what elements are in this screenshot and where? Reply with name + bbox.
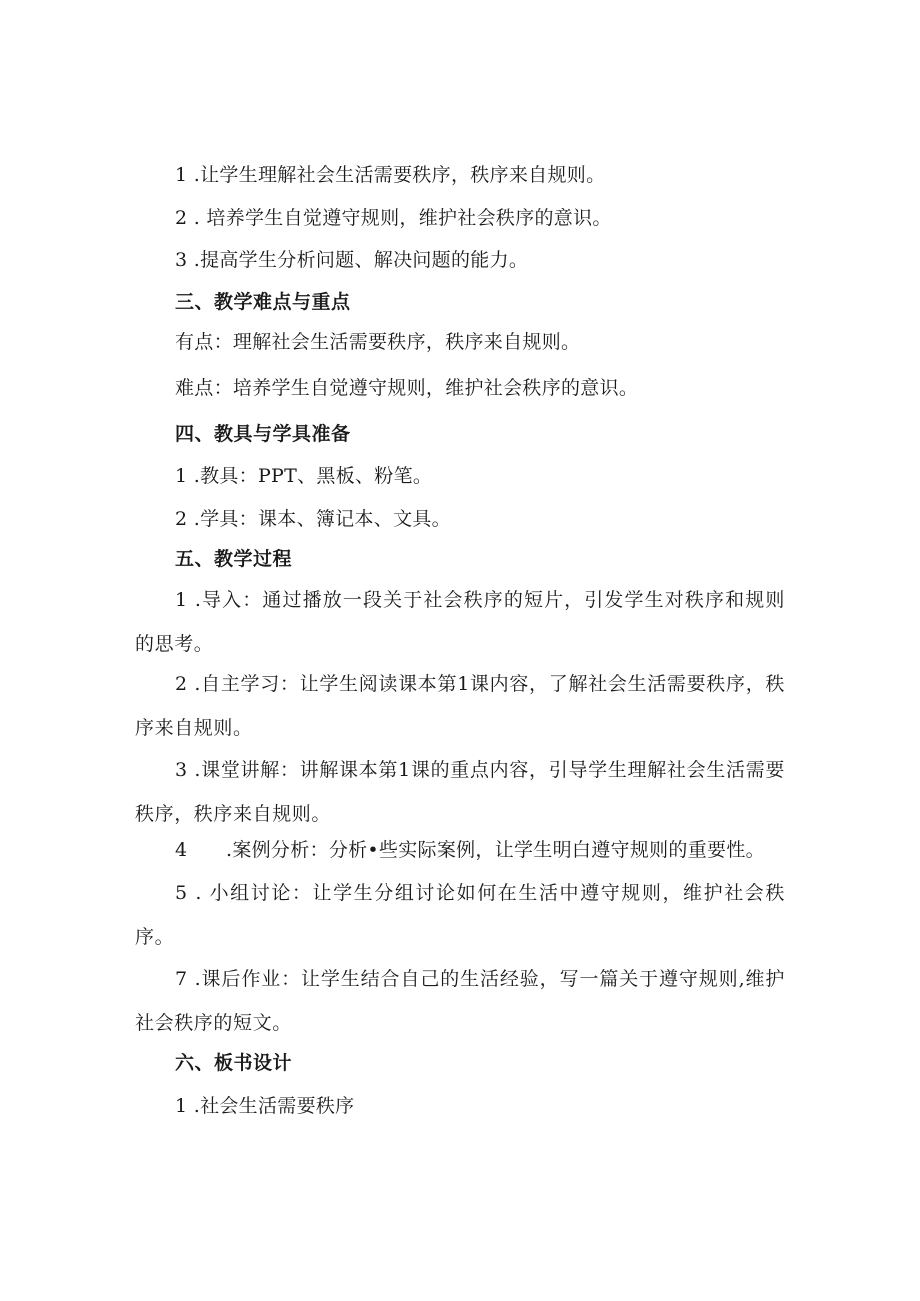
process-step-intro: 1 .导入：通过播放一段关于社会秩序的短片，引发学生对秩序和规则的思考。 <box>135 589 785 655</box>
process-step-group-discussion: 5 . 小组讨论：让学生分组讨论如何在生活中遵守规则，维护社会秩序。 <box>135 882 785 948</box>
process-step-self-study: 2 .自主学习：让学生阅读课本第1课内容，了解社会生活需要秩序，秩序来自规则。 <box>135 673 785 739</box>
tool-item-student: 2 .学具：课本、簿记本、文具。 <box>175 508 451 530</box>
objective-3: 3 .提高学生分析问题、解决问题的能力。 <box>175 249 529 271</box>
tool-item-teacher: 1 .教具：PPT、黑板、粉笔。 <box>175 465 433 487</box>
objective-1: 1 .让学生理解社会生活需要秩序，秩序来自规则。 <box>175 164 606 186</box>
key-point: 有点：理解社会生活需要秩序，秩序来自规则。 <box>175 331 581 353</box>
difficult-point: 难点：培养学生自觉遵守规则，维护社会秩序的意识。 <box>175 377 639 399</box>
process-step-case-analysis: 4 .案例分析：分析•些实际案例，让学生明白遵守规则的重要性。 <box>175 839 765 861</box>
objective-2: 2 . 培养学生自觉遵守规则，维护社会秩序的意识。 <box>175 207 612 229</box>
section-heading-difficulties: 三、教学难点与重点 <box>175 291 351 313</box>
section-heading-process: 五、教学过程 <box>175 548 293 570</box>
process-step-homework: 7 .课后作业：让学生结合自己的生活经验，写一篇关于遵守规则,维护社会秩序的短文。 <box>135 968 785 1034</box>
board-item-1: 1 .社会生活需要秩序 <box>175 1095 355 1117</box>
section-heading-tools: 四、教具与学具准备 <box>175 423 351 445</box>
process-step-lecture: 3 .课堂讲解：讲解课本第1课的重点内容，引导学生理解社会生活需要秩序，秩序来自规则。 <box>135 759 785 825</box>
section-heading-board-design: 六、板书设计 <box>175 1052 293 1074</box>
